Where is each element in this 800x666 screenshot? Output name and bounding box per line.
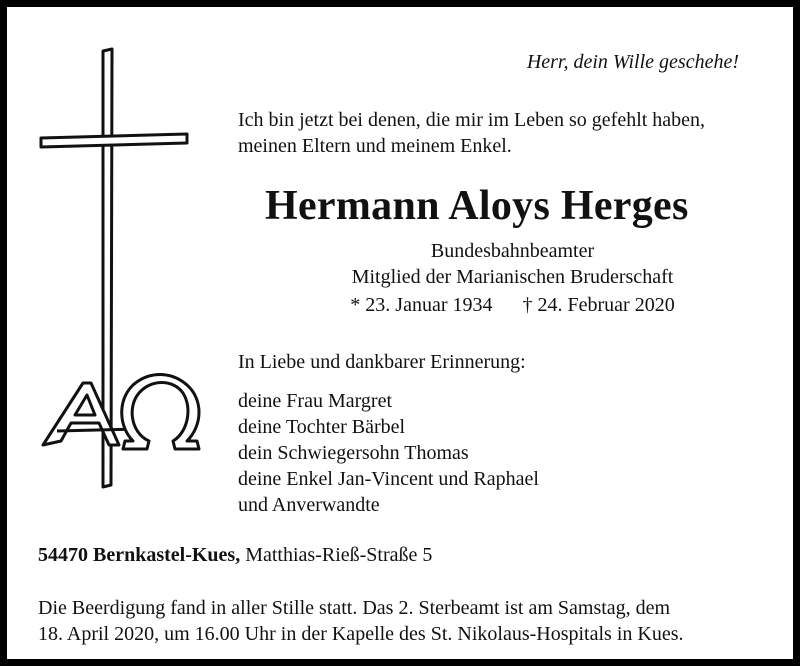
funeral-line: 18. April 2020, um 16.00 Uhr in der Kapelle des St. Nikolaus-Hospitals in Kues. bbox=[38, 623, 684, 645]
deceased-name: Hermann Aloys Herges bbox=[265, 183, 689, 229]
mourner-item: deine Tochter Bärbel bbox=[238, 416, 406, 438]
occupation: Bundesbahnbeamter bbox=[430, 240, 595, 262]
mourner-item: deine Frau Margret bbox=[238, 390, 393, 412]
mourner-item: dein Schwiegersohn Thomas bbox=[238, 442, 469, 464]
cross-alpha-omega-icon bbox=[27, 45, 202, 495]
intro-text bbox=[238, 107, 705, 159]
mourners-list bbox=[238, 388, 539, 518]
address-city: 54470 Bernkastel-Kues, bbox=[38, 544, 241, 566]
intro-line: meinen Eltern und meinem Enkel. bbox=[238, 135, 512, 157]
funeral-line: Die Beerdigung fand in aller Stille statt. Das 2. Sterbeamt ist am Samstag, dem bbox=[38, 597, 671, 619]
membership: Mitglied der Marianischen Bruderschaft bbox=[351, 266, 674, 288]
mourner-item: deine Enkel Jan-Vincent und Raphael bbox=[238, 468, 539, 490]
life-dates bbox=[238, 294, 787, 317]
funeral-notice bbox=[38, 595, 684, 647]
memory-line: In Liebe und dankbarer Erinnerung: bbox=[238, 351, 526, 373]
motto: Herr, dein Wille geschehe! bbox=[526, 51, 739, 73]
mourner-item: und Anverwandte bbox=[238, 494, 380, 516]
birth-date: * 23. Januar 1934 bbox=[350, 294, 493, 316]
address bbox=[38, 544, 432, 567]
intro-line: Ich bin jetzt bei denen, die mir im Leben so gefehlt haben, bbox=[238, 109, 706, 131]
address-street: Matthias-Rieß-Straße 5 bbox=[245, 544, 433, 566]
death-date: † 24. Februar 2020 bbox=[522, 294, 675, 316]
